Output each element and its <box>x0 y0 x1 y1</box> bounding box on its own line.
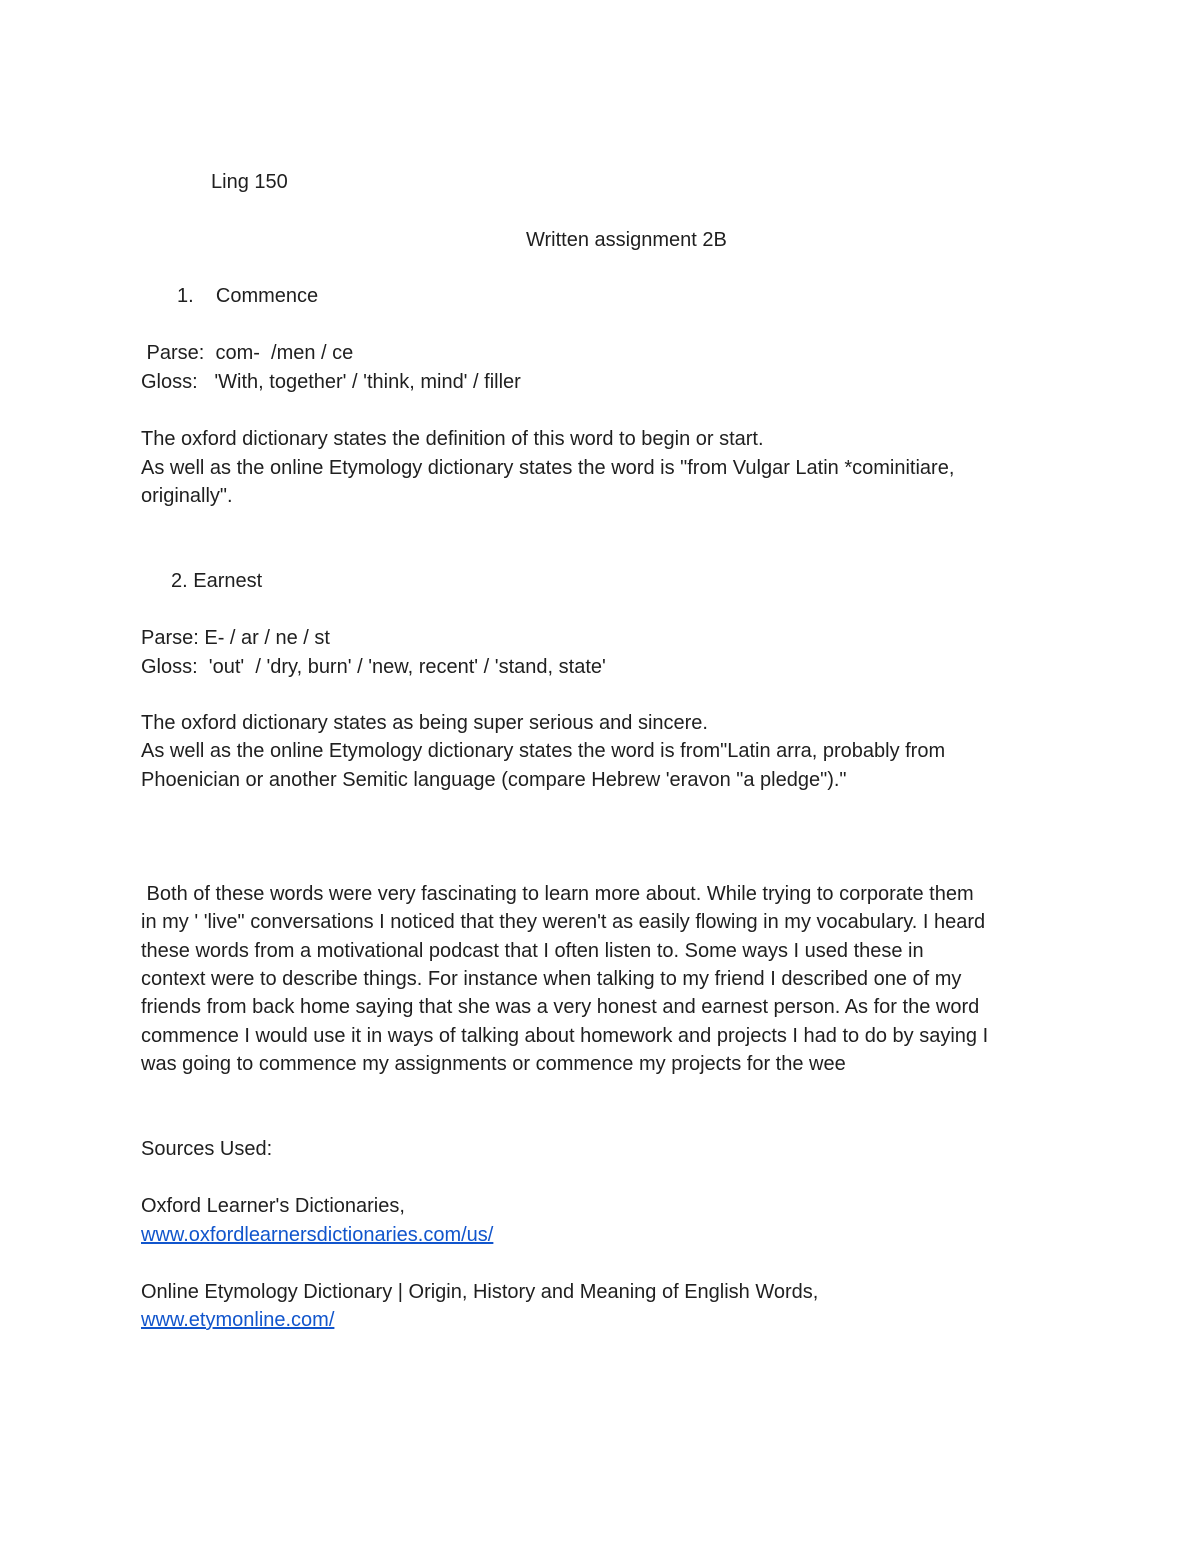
reflection-line: commence I would use it in ways of talking about homework and projects I had to do by saying I <box>141 1025 989 1047</box>
word-2-parse: Parse: E- / ar / ne / st <box>141 627 330 649</box>
reflection-line: context were to describe things. For instance when talking to my friend I described one of my <box>141 968 962 990</box>
word-2-heading: 2. Earnest <box>171 570 263 592</box>
word-1-parse: Parse: com- /men / ce <box>141 342 354 364</box>
course-name: Ling 150 <box>211 171 288 193</box>
word-1-etymology-line-1: As well as the online Etymology dictionary states the word is "from Vulgar Latin *cominitiare, <box>141 457 955 479</box>
reflection-line: Both of these words were very fascinating to learn more about. While trying to corporate them <box>141 883 974 905</box>
word-2-gloss: Gloss: 'out' / 'dry, burn' / 'new, recent' / 'stand, state' <box>141 656 606 678</box>
reflection-line: was going to commence my assignments or commence my projects for the wee <box>141 1053 846 1075</box>
source-2-link[interactable]: www.etymonline.com/ <box>141 1309 335 1331</box>
word-2-oxford-definition: The oxford dictionary states as being super serious and sincere. <box>141 712 708 734</box>
sources-heading: Sources Used: <box>141 1138 273 1160</box>
word-1-etymology-line-2: originally". <box>141 485 233 507</box>
source-1-link[interactable]: www.oxfordlearnersdictionaries.com/us/ <box>141 1224 494 1246</box>
source-1-name: Oxford Learner's Dictionaries, <box>141 1195 405 1217</box>
word-2-etymology-line-2: Phoenician or another Semitic language (compare Hebrew 'eravon "a pledge")." <box>141 769 847 791</box>
reflection-line: in my ' 'live" conversations I noticed that they weren't as easily flowing in my vocabulary. I heard <box>141 911 986 933</box>
word-2-etymology-line-1: As well as the online Etymology dictionary states the word is from"Latin arra, probably from <box>141 740 946 762</box>
reflection-line: these words from a motivational podcast that I often listen to. Some ways I used these in <box>141 940 924 962</box>
word-1-oxford-definition: The oxford dictionary states the definition of this word to begin or start. <box>141 428 764 450</box>
source-2-name: Online Etymology Dictionary | Origin, History and Meaning of English Words, <box>141 1281 819 1303</box>
word-1-heading: 1. Commence <box>177 285 319 307</box>
page-title: Written assignment 2B <box>526 229 727 251</box>
word-1-gloss: Gloss: 'With, together' / 'think, mind' / filler <box>141 371 521 393</box>
reflection-line: friends from back home saying that she was a very honest and earnest person. As for the word <box>141 996 980 1018</box>
